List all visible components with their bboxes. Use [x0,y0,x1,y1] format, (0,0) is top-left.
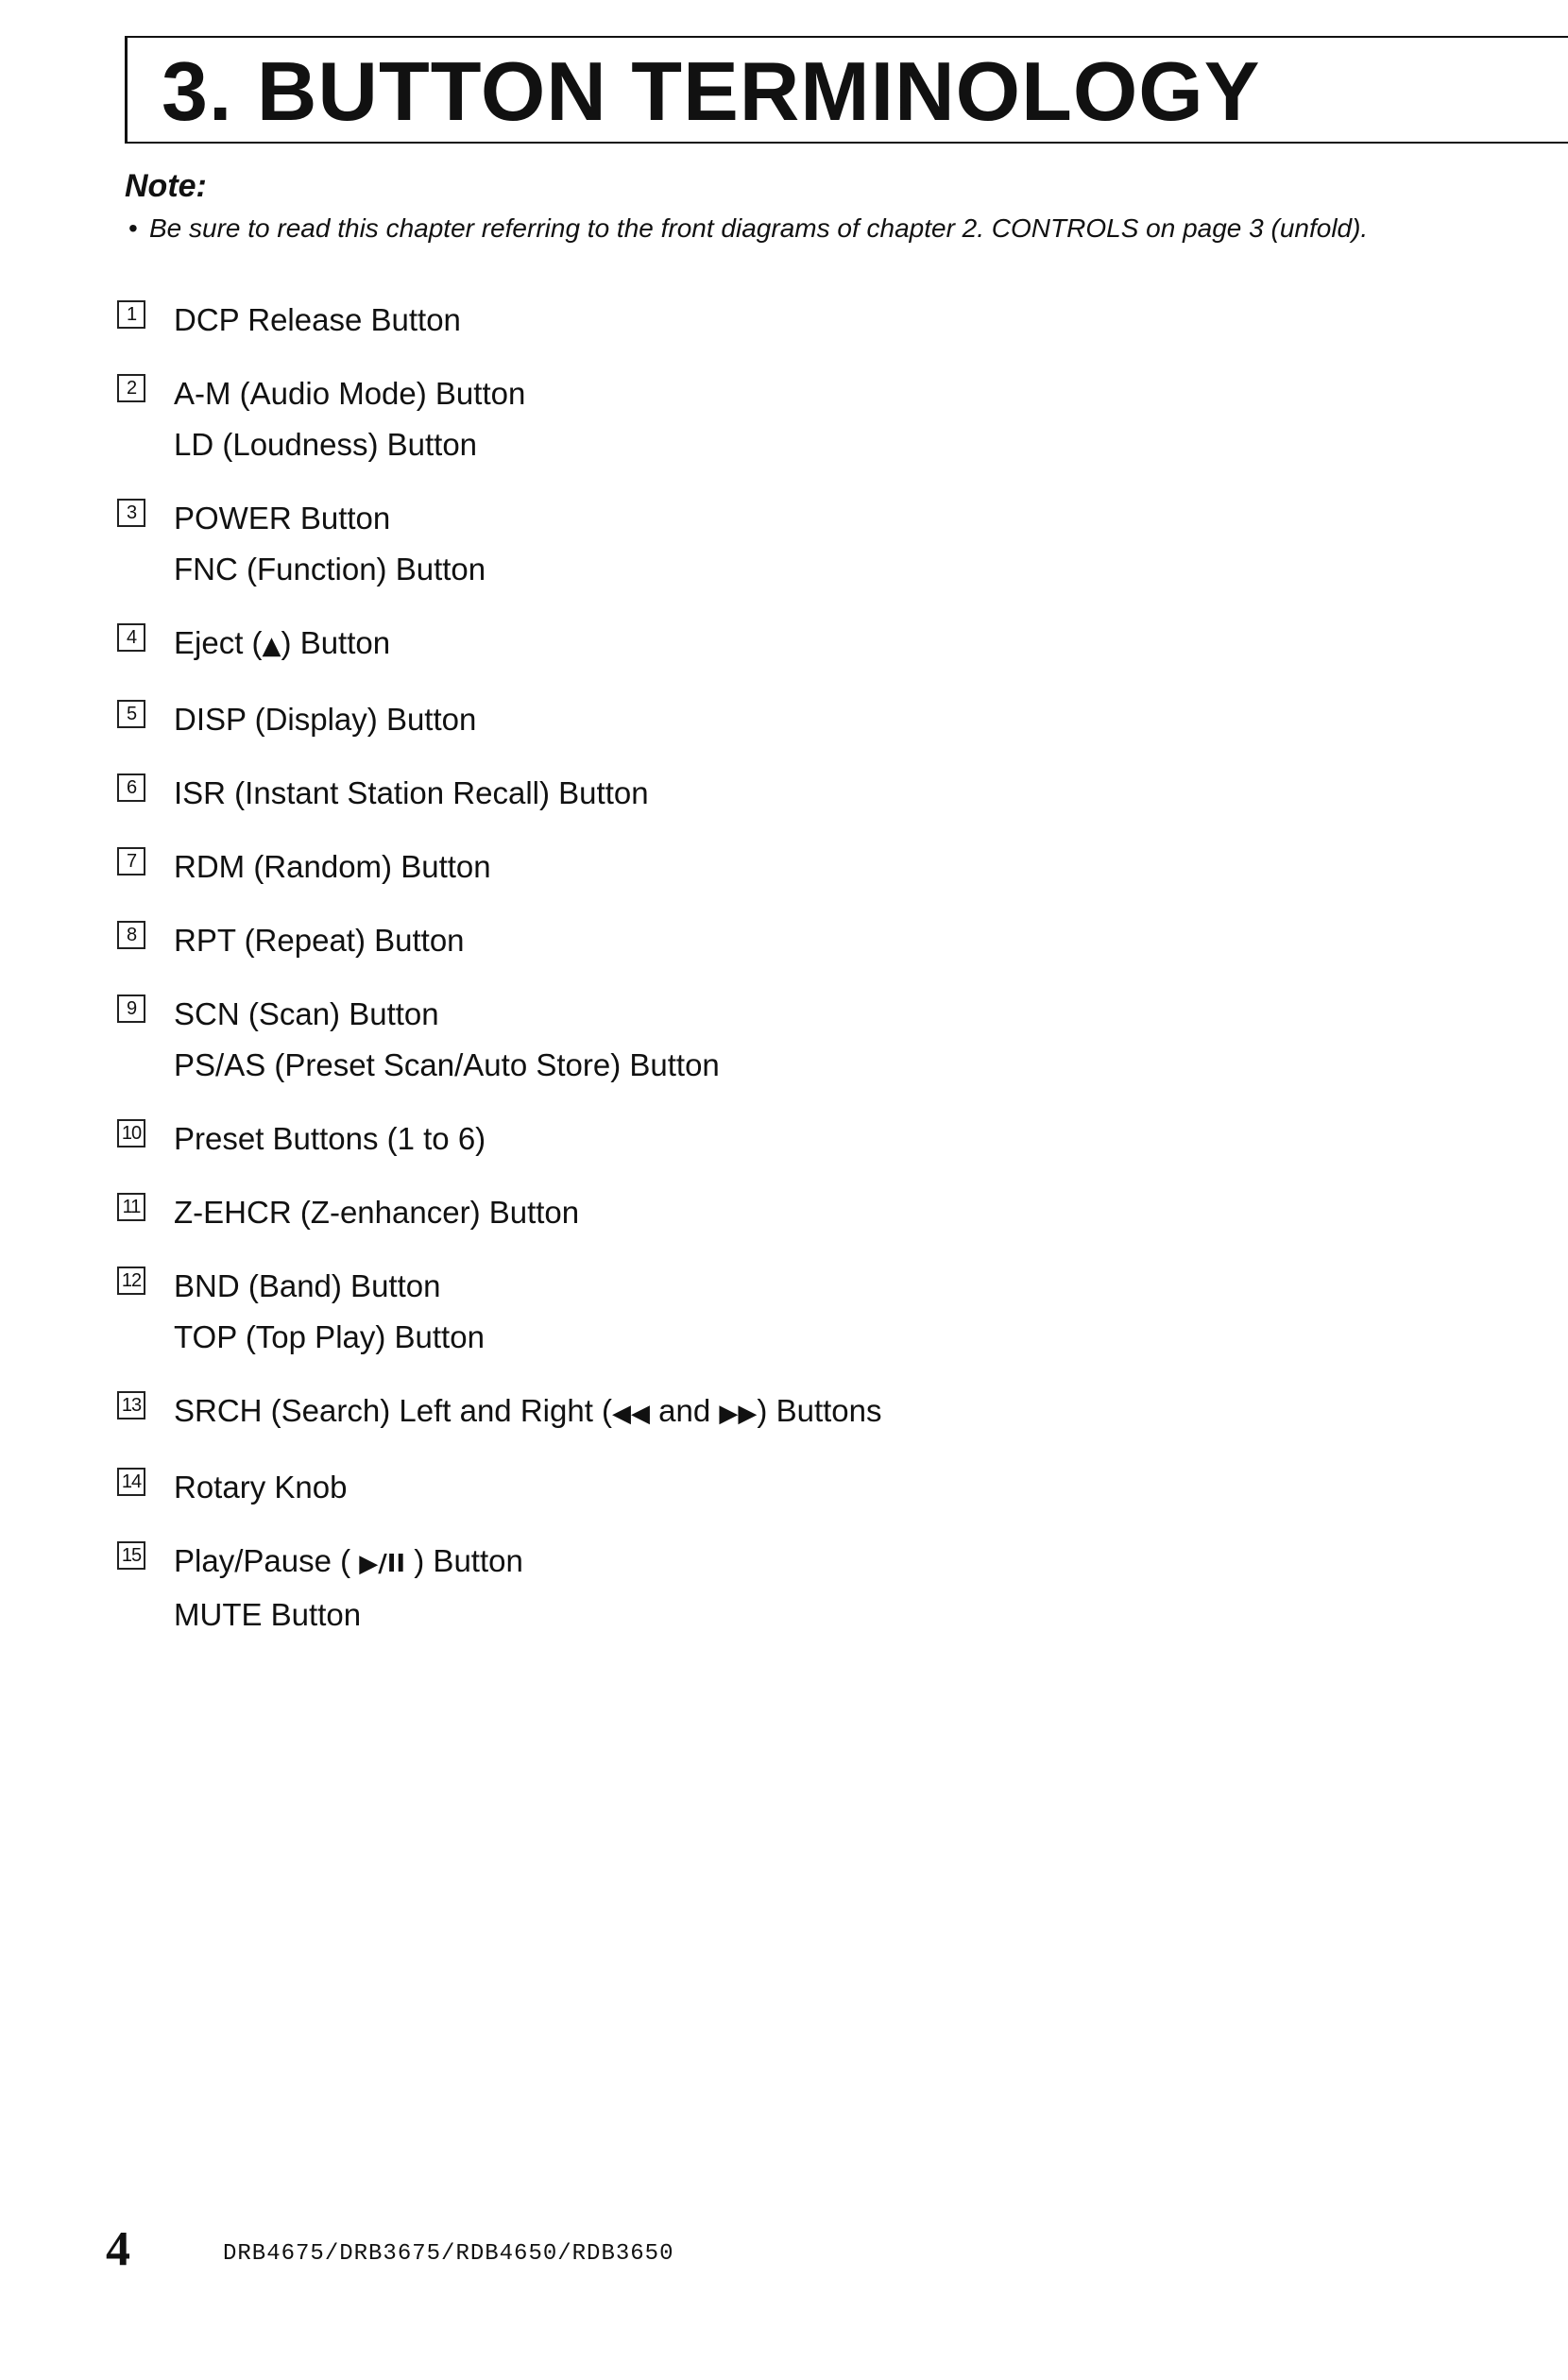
list-item [117,768,1440,819]
item-label: SCN (Scan) Button [174,996,439,1031]
model-numbers: DRB4675/DRB3675/RDB4650/RDB3650 [223,2241,674,2267]
item-label [174,1386,1440,1439]
item-label: RPT (Repeat) Button [174,923,465,958]
note-bullet: • [128,213,138,243]
item-number-badge: 1 [117,300,145,329]
page-number: 4 [106,2222,130,2276]
item-number-badge: 13 [117,1391,145,1420]
item-label: ISR (Instant Station Recall) Button [174,775,649,810]
list-item [117,1386,1440,1439]
item-number-badge: 6 [117,774,145,802]
item-label: Rotary Knob [174,1470,348,1504]
item-label-secondary: LD (Loudness) Button [174,427,478,462]
item-number-badge: 15 [117,1541,145,1570]
item-number-badge: 5 [117,700,145,728]
list-item [117,989,1440,1091]
item-label [174,1536,1440,1590]
item-label-end: ) Button [281,625,391,660]
item-label-secondary: PS/AS (Preset Scan/Auto Store) Button [174,1047,720,1082]
list-item [117,694,1440,745]
item-label-end: ) Buttons [757,1393,882,1428]
item-label: RDM (Random) Button [174,849,491,884]
item-label-secondary: TOP (Top Play) Button [174,1319,485,1354]
list-item [117,1114,1440,1164]
fast-forward-icon: ▶▶ [719,1400,758,1428]
item-label: Preset Buttons (1 to 6) [174,1121,486,1156]
list-item [117,842,1440,892]
list-item [117,1261,1440,1363]
item-label: BND (Band) Button [174,1268,441,1303]
item-number-badge: 12 [117,1266,145,1295]
chapter-title: 3. BUTTON TERMINOLOGY [162,44,1261,138]
list-item [117,1187,1440,1238]
item-label-secondary: MUTE Button [174,1597,362,1632]
item-label-secondary: FNC (Function) Button [174,552,486,586]
item-number-badge: 8 [117,921,145,949]
rewind-icon: ◀◀ [612,1400,651,1428]
item-number-badge: 11 [117,1193,145,1221]
list-item [117,1536,1440,1640]
list-item [117,618,1440,672]
note-heading: Note: [125,168,207,204]
item-label-start: SRCH (Search) Left and Right ( [174,1393,613,1428]
chapter-title-box [125,36,1568,144]
button-terminology-list [117,295,1440,1663]
item-label-start: Play/Pause ( [174,1543,360,1578]
item-label: A-M (Audio Mode) Button [174,376,526,411]
item-number-badge: 2 [117,374,145,402]
note-text-line [128,213,1368,244]
list-item [117,493,1440,595]
item-number-badge: 3 [117,499,145,527]
note-text: Be sure to read this chapter referring to the front diagrams of chapter 2. CONTROLS on page 3 (unfold). [149,213,1369,243]
item-number-badge: 9 [117,994,145,1023]
list-item [117,1462,1440,1513]
item-label [174,618,1440,672]
list-item [117,915,1440,966]
item-label: DISP (Display) Button [174,702,477,737]
item-label: Z-EHCR (Z-enhancer) Button [174,1195,580,1230]
item-label: DCP Release Button [174,302,461,337]
play-pause-icon: ▶/II [359,1550,406,1578]
item-number-badge: 7 [117,847,145,876]
item-number-badge: 10 [117,1119,145,1148]
item-label-end: ) Button [405,1543,523,1578]
item-label-middle: and [650,1393,720,1428]
item-label: POWER Button [174,501,391,536]
list-item [117,368,1440,470]
item-label-start: Eject ( [174,625,263,660]
item-number-badge: 4 [117,623,145,652]
item-number-badge: 14 [117,1468,145,1496]
eject-icon: ▲ [262,632,281,660]
list-item [117,295,1440,346]
